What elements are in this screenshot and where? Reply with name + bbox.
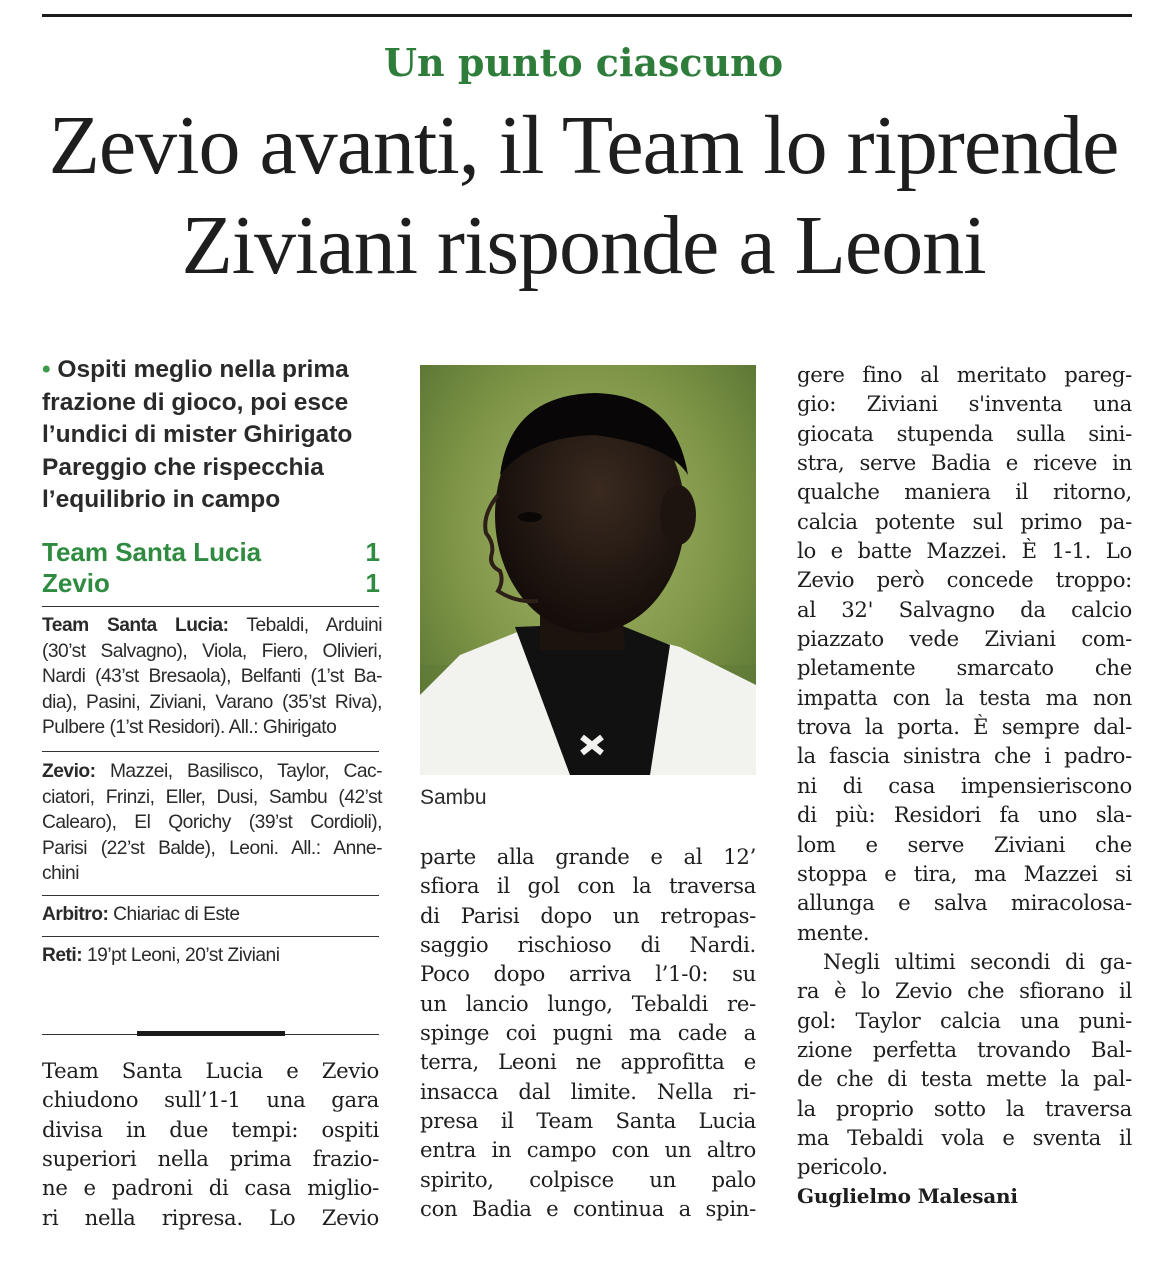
- article-line: ma Tebaldi vola e sventa il: [797, 1124, 1132, 1150]
- score-away: [42, 568, 380, 599]
- lead-line: l’undici di mister Ghirigato: [42, 421, 353, 449]
- score-away-team: Zevio: [42, 568, 110, 598]
- article-line: un lancio lungo, Tebaldi re-: [420, 990, 756, 1016]
- top-rule: [42, 14, 1132, 17]
- article-line: gio: Ziviani s'inventa una: [797, 391, 1132, 417]
- section-divider-accent: [137, 1031, 285, 1036]
- article-line: Team Santa Lucia e Zevio: [42, 1058, 379, 1083]
- article-line: chiudono sull’1-1 una gara: [42, 1087, 379, 1113]
- green-bullet-icon: •: [42, 356, 51, 383]
- article-line: entra in campo con un altro: [420, 1137, 756, 1163]
- article-line: la proprio sotto la traversa: [797, 1095, 1132, 1121]
- article-line: de che di testa mette la pal-: [797, 1066, 1132, 1092]
- article-line: stra, serve Badia e riceve in: [797, 450, 1132, 476]
- goals-line: [42, 943, 382, 969]
- article-column-right: [797, 360, 1132, 1211]
- article-line: ri nella ripresa. Lo Zevio: [42, 1204, 379, 1230]
- article-line: zione perfetta trovando Bal-: [797, 1036, 1132, 1062]
- article-line: qualche maniera il ritorno,: [797, 479, 1132, 505]
- article-line: terra, Leoni ne approfitta e: [420, 1049, 756, 1075]
- article-line: con Badia e continua a spin-: [420, 1196, 756, 1222]
- goals-text: 19’pt Leoni, 20’st Ziviani: [82, 945, 280, 966]
- lineup-line: ciatori, Frinzi, Eller, Dusi, Sambu (42’st: [42, 786, 382, 808]
- article-line: la fascia sinistra che i padro-: [797, 743, 1132, 769]
- article-line: ni di casa impensieriscono: [797, 772, 1132, 798]
- article-line: calcia potente sul primo pa-: [797, 508, 1132, 534]
- article-line: spinge coi pugni ma cade a: [420, 1020, 756, 1046]
- lineup-line: [42, 759, 382, 785]
- referee-label: Arbitro:: [42, 904, 109, 925]
- headline-line-2: Ziviani risponde a Leoni: [181, 199, 986, 292]
- article-line: spirito, colpisce un palo: [420, 1166, 756, 1192]
- home-lineup: [42, 613, 382, 741]
- article-line: sfiora il gol con la traversa: [420, 873, 756, 899]
- article-author: Guglielmo Malesani: [797, 1183, 1018, 1208]
- lead-line: frazione di gioco, poi esce: [42, 388, 349, 416]
- home-lineup-label: Team Santa Lucia:: [42, 615, 229, 636]
- article-line: impatta con la testa ma non: [797, 684, 1132, 710]
- referee-line: [42, 902, 382, 928]
- article-line: di Parisi dopo un retropas-: [420, 902, 756, 928]
- article-line: Poco dopo arriva l’1-0: su: [420, 961, 756, 987]
- divider: [42, 895, 379, 896]
- article-line: insacca dal limite. Nella ri-: [420, 1078, 756, 1104]
- article-line: stoppa e tira, ma Mazzei si: [797, 860, 1132, 886]
- divider: [42, 606, 379, 607]
- lineup-line: Nardi (43’st Bresaola), Belfanti (1’st Ba-: [42, 666, 382, 688]
- score-home-goals: 1: [365, 537, 380, 567]
- article-line: lom e serve Ziviani che: [797, 831, 1132, 857]
- article-line: gere fino al meritato pareg-: [797, 362, 1132, 387]
- article-line: superiori nella prima frazio-: [42, 1146, 379, 1172]
- article-line: divisa in due tempi: ospiti: [42, 1116, 379, 1142]
- lineup-line: Parisi (22’st Balde), Leoni. All.: Anne-: [42, 837, 382, 859]
- referee: [42, 902, 382, 928]
- article-line: giocata stupenda sulla sini-: [797, 420, 1132, 446]
- lead-summary: [42, 354, 382, 517]
- article-line: di più: Residori fa uno sla-: [797, 802, 1132, 828]
- lineup-text: Tebaldi, Arduini: [228, 615, 382, 636]
- lead-line: [42, 354, 382, 387]
- player-photo: [420, 365, 756, 775]
- lead-line: Pareggio che rispecchia: [42, 453, 324, 481]
- lineup-line: chini: [42, 863, 79, 885]
- article-line: ra è lo Zevio che sfiorano il: [797, 978, 1132, 1004]
- player-photo-image: [420, 365, 756, 775]
- score-away-goals: 1: [365, 568, 380, 598]
- article-line: trova la porta. È sempre dal-: [797, 714, 1132, 740]
- article-line: mente.: [797, 919, 870, 945]
- lineup-line: dia), Pasini, Ziviani, Varano (35’st Riva),: [42, 691, 382, 713]
- article-line: ne e padroni di casa miglio-: [42, 1175, 379, 1201]
- goals-label: Reti:: [42, 945, 83, 966]
- article-line: saggio rischioso di Nardi.: [420, 932, 756, 958]
- lineup-line: [42, 613, 382, 639]
- lineup-line: Calearo), El Qorichy (39’st Cordioli),: [42, 812, 382, 834]
- article-column-middle: [420, 842, 756, 1223]
- photo-caption: Sambu: [420, 786, 487, 809]
- article-line: gol: Taylor calcia una puni-: [797, 1007, 1132, 1033]
- divider: [42, 751, 379, 752]
- goals: [42, 943, 382, 969]
- article-line: Zevio però concede troppo:: [797, 567, 1132, 593]
- article-line: pericolo.: [797, 1154, 888, 1180]
- lead-text: Ospiti meglio nella prima: [57, 356, 349, 383]
- lineup-line: Pulbere (1’st Residori). All.: Ghirigato: [42, 717, 337, 739]
- lineup-line: (30’st Salvagno), Viola, Fiero, Olivieri,: [42, 640, 382, 662]
- score-home: [42, 537, 380, 568]
- lead-line: l’equilibrio in campo: [42, 486, 281, 514]
- kicker: Un punto ciascuno: [383, 40, 784, 85]
- away-lineup-label: Zevio:: [42, 761, 96, 782]
- article-line: lo e batte Mazzei. È 1-1. Lo: [797, 538, 1132, 564]
- headline-line-1: Zevio avanti, il Team lo riprende: [48, 99, 1119, 192]
- article-line: allunga e salva miracolosa-: [797, 890, 1132, 916]
- lineup-text: Mazzei, Basilisco, Taylor, Cac-: [95, 761, 382, 782]
- article-line: piazzato vede Ziviani com-: [797, 626, 1132, 652]
- away-lineup: [42, 759, 382, 887]
- article-line: parte alla grande e al 12’: [420, 844, 756, 869]
- referee-name: Chiariac di Este: [108, 904, 240, 925]
- article-column-left: [42, 1056, 379, 1232]
- score-home-team: Team Santa Lucia: [42, 537, 262, 567]
- article-line: pletamente smarcato che: [797, 655, 1132, 681]
- article-line: presa il Team Santa Lucia: [420, 1108, 756, 1134]
- article-line: Negli ultimi secondi di ga-: [823, 948, 1132, 974]
- divider: [42, 936, 379, 937]
- article-line: al 32' Salvagno da calcio: [797, 596, 1132, 622]
